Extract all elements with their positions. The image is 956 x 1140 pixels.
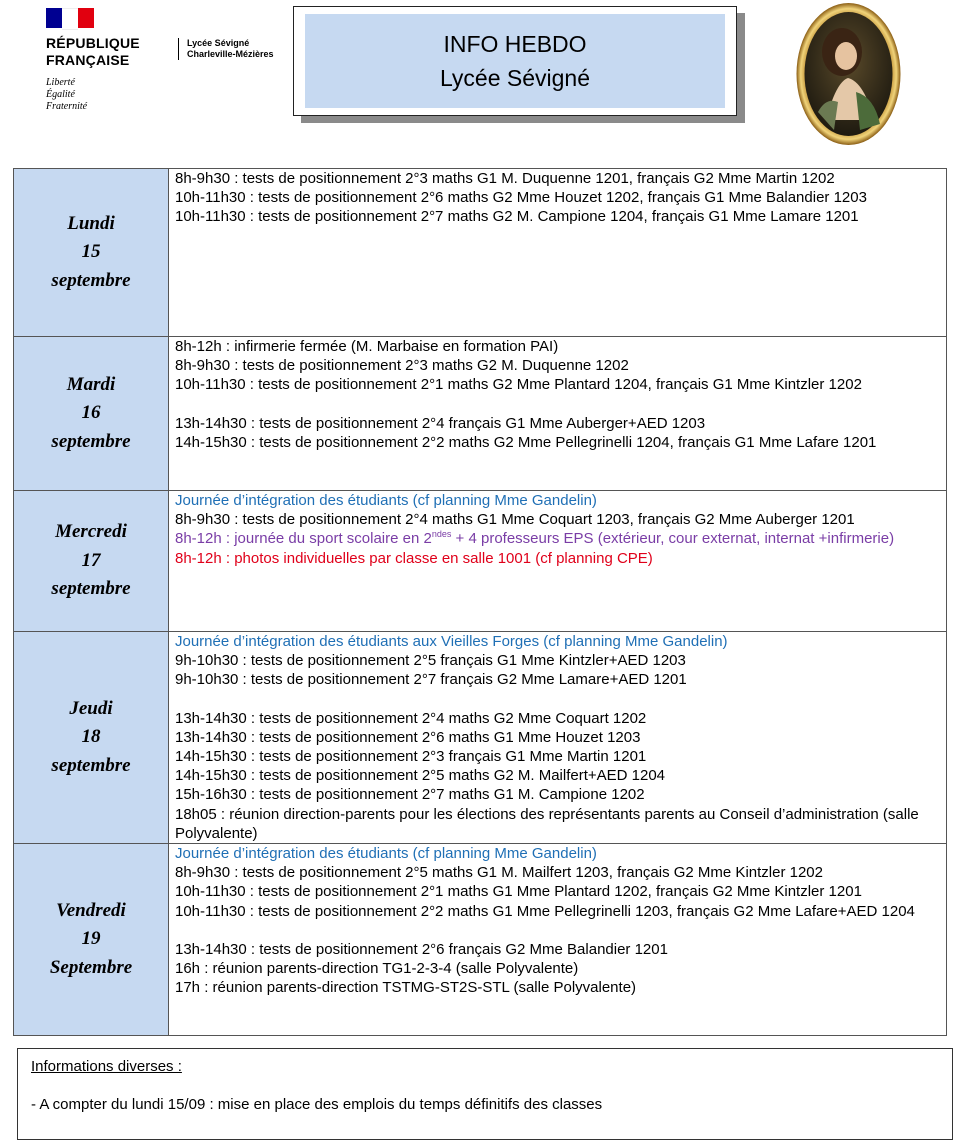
- day-row: [14, 632, 947, 844]
- weekly-schedule-table: [13, 168, 947, 1036]
- info-title: Informations diverses :: [31, 1058, 182, 1075]
- day-name: Jeudi: [69, 697, 113, 719]
- day-num: 15: [81, 241, 101, 263]
- day-events-cell: [169, 844, 947, 1036]
- event-line: 9h-10h30 : tests de positionnement 2°5 français G1 Mme Kintzler+AED 1203: [175, 652, 686, 670]
- day-name: Vendredi: [56, 899, 126, 921]
- event-line: 10h-11h30 : tests de positionnement 2°2 maths G1 Mme Pellegrinelli 1203, français G2 Mme Lafare+AED 1204: [175, 902, 915, 920]
- event-line: 10h-11h30 : tests de positionnement 2°6 maths G2 Mme Houzet 1202, français G1 Mme Balandier 1203: [175, 189, 867, 207]
- event-line: 14h-15h30 : tests de positionnement 2°5 maths G2 M. Mailfert+AED 1204: [175, 767, 666, 785]
- day-events-cell: [169, 491, 947, 632]
- day-row: [14, 844, 947, 1036]
- event-line: 14h-15h30 : tests de positionnement 2°2 maths G2 Mme Pellegrinelli 1204, français G1 Mme Lafare 1201: [175, 433, 877, 451]
- spacer: [175, 395, 942, 414]
- day-label-cell: [14, 491, 169, 632]
- event-line: Journée d’intégration des étudiants aux Vieilles Forges (cf planning Mme Gandelin): [175, 633, 728, 650]
- event-line: 16h : réunion parents-direction TG1-2-3-4 (salle Polyvalente): [175, 960, 579, 978]
- day-month: Septembre: [49, 956, 133, 978]
- event-line: 8h-9h30 : tests de positionnement 2°4 maths G1 Mme Coquart 1203, français G2 Mme Auberger 1201: [175, 511, 855, 529]
- marianne-flag-icon: [46, 8, 94, 28]
- day-num: 18: [81, 726, 101, 748]
- day-label-cell: [14, 844, 169, 1036]
- title-line-1: INFO HEBDO: [443, 31, 587, 57]
- info-item: - A compter du lundi 15/09 : mise en place des emplois du temps définitifs des classes: [31, 1096, 603, 1113]
- day-month: septembre: [51, 578, 131, 600]
- republique-title: RÉPUBLIQUE FRANÇAISE: [46, 35, 140, 68]
- title-line-2: Lycée Sévigné: [439, 65, 591, 91]
- day-num: 17: [81, 549, 101, 571]
- event-line: 15h-16h30 : tests de positionnement 2°7 maths G1 M. Campione 1202: [175, 786, 645, 804]
- info-box: [17, 1048, 953, 1140]
- event-line: 8h-12h : infirmerie fermée (M. Marbaise en formation PAI): [175, 338, 559, 355]
- day-events-cell: [169, 169, 947, 337]
- event-line: 14h-15h30 : tests de positionnement 2°3 français G1 Mme Martin 1201: [175, 748, 647, 766]
- spacer: [175, 690, 942, 709]
- day-label-cell: [14, 169, 169, 337]
- day-label-cell: [14, 632, 169, 844]
- spacer: [175, 921, 942, 940]
- day-name: Mercredi: [55, 521, 127, 543]
- day-row: [14, 169, 947, 337]
- day-month: septembre: [51, 269, 131, 291]
- day-name: Lundi: [67, 212, 115, 234]
- day-events-cell: [169, 632, 947, 844]
- event-line: 8h-12h : photos individuelles par classe en salle 1001 (cf planning CPE): [175, 549, 653, 567]
- event-line: 10h-11h30 : tests de positionnement 2°1 maths G2 Mme Plantard 1204, français G1 Mme Kintzler 1202: [175, 376, 862, 394]
- school-name: Lycée Sévigné: [187, 38, 250, 48]
- title-banner: [293, 6, 737, 116]
- event-line: Journée d’intégration des étudiants (cf planning Mme Gandelin): [175, 492, 597, 509]
- event-line: 10h-11h30 : tests de positionnement 2°7 maths G2 M. Campione 1204, français G1 Mme Lamare 1201: [175, 208, 859, 226]
- event-line: Journée d’intégration des étudiants (cf planning Mme Gandelin): [175, 845, 597, 863]
- event-line: 13h-14h30 : tests de positionnement 2°6 français G2 Mme Balandier 1201: [175, 940, 668, 958]
- event-line: 13h-14h30 : tests de positionnement 2°4 maths G2 Mme Coquart 1202: [175, 709, 647, 727]
- school-city: Charleville-Mézières: [187, 49, 274, 59]
- day-num: 16: [81, 402, 101, 424]
- event-line: 8h-9h30 : tests de positionnement 2°3 maths G2 M. Duquenne 1202: [175, 357, 629, 375]
- day-name: Mardi: [66, 373, 116, 395]
- event-line: 8h-12h : journée du sport scolaire en $2^{ndes} + 4$ professeurs EPS (extérieur, cour externat, internat +infirmerie): [175, 529, 895, 548]
- day-label-cell: [14, 337, 169, 491]
- event-line: 9h-10h30 : tests de positionnement 2°7 français G2 Mme Lamare+AED 1201: [175, 671, 687, 689]
- day-month: septembre: [51, 430, 131, 452]
- day-row: [14, 491, 947, 632]
- day-month: septembre: [51, 754, 131, 776]
- event-line: 18h05 : réunion direction-parents pour les élections des représentants parents au Conseil d’administration (salle Polyvalente): [175, 805, 919, 842]
- event-line: 17h : réunion parents-direction TSTMG-ST2S-STL (salle Polyvalente): [175, 979, 637, 997]
- day-events-cell: [169, 337, 947, 491]
- event-line: 13h-14h30 : tests de positionnement 2°6 maths G1 Mme Houzet 1203: [175, 728, 641, 746]
- republique-francaise-logo: [46, 8, 176, 113]
- day-row: [14, 337, 947, 491]
- republic-motto: Liberté Égalité Fraternité: [46, 77, 88, 112]
- school-identity: [178, 38, 274, 60]
- event-line: 10h-11h30 : tests de positionnement 2°1 maths G1 Mme Plantard 1202, français G2 Mme Kintzler 1201: [175, 883, 862, 901]
- event-line: 8h-9h30 : tests de positionnement 2°3 maths G1 M. Duquenne 1201, français G2 Mme Martin 1202: [175, 170, 835, 187]
- day-num: 19: [81, 928, 101, 950]
- event-line: 8h-9h30 : tests de positionnement 2°5 maths G1 M. Mailfert 1203, français G2 Mme Kintzler 1202: [175, 864, 823, 882]
- portrait-medallion-image: [796, 2, 901, 146]
- event-line: 13h-14h30 : tests de positionnement 2°4 français G1 Mme Auberger+AED 1203: [175, 414, 706, 432]
